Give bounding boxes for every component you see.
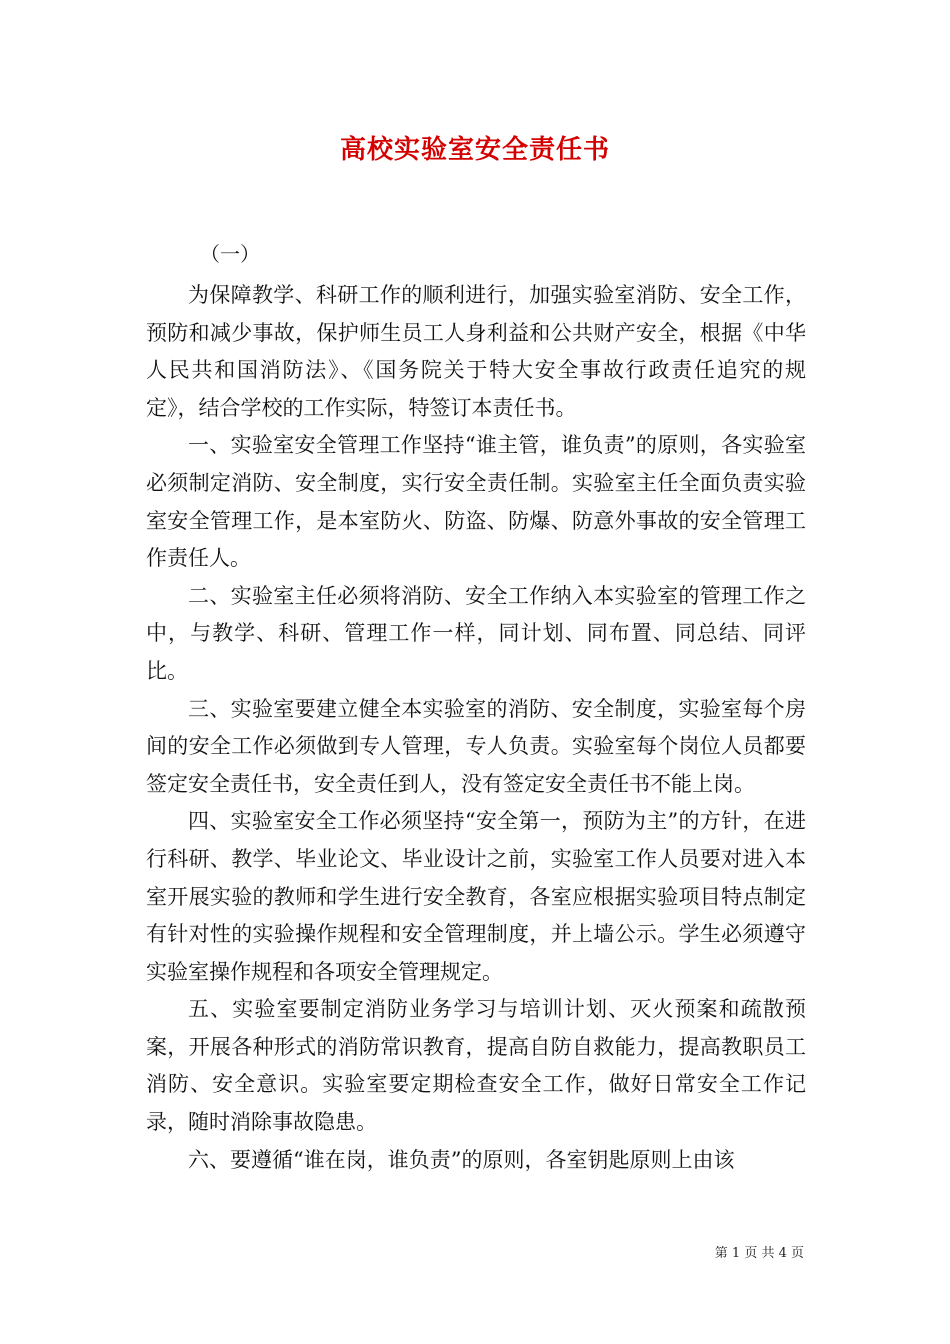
document-title: 高校实验室安全责任书 bbox=[339, 135, 610, 165]
paragraph-intro: 为保障教学、科研工作的顺利进行，加强实验室消防、安全工作，预防和减少事故，保护师生员工人身利益和公共财产安全，根据《中华人民共和国消防法》、《国务院关于特大安全事故行政责任追究的规定》，结合学校的工作实际，特签订本责任书。 bbox=[146, 283, 806, 420]
document-body bbox=[146, 277, 806, 1179]
paragraph-1: 一、实验室安全管理工作坚持“谁主管，谁负责”的原则，各实验室必须制定消防、安全制度，实行安全责任制。实验室主任全面负责实验室安全管理工作，是本室防火、防盗、防爆、防意外事故的安全管理工作责任人。 bbox=[146, 433, 806, 571]
paragraph-2: 二、实验室主任必须将消防、安全工作纳入本实验室的管理工作之中，与教学、科研、管理工作一样，同计划、同布置、同总结、同评比。 bbox=[146, 583, 806, 683]
paragraph-3: 三、实验室要建立健全本实验室的消防、安全制度，实验室每个房间的安全工作必须做到专人管理，专人负责。实验室每个岗位人员都要签定安全责任书，安全责任到人，没有签定安全责任书不能上岗。 bbox=[146, 696, 806, 796]
page-number-footer: 第 1 页 共 4 页 bbox=[714, 1246, 804, 1261]
paragraph-6: 六、要遵循“谁在岗，谁负责”的原则，各室钥匙原则上由该 bbox=[188, 1147, 735, 1172]
section-label: （一） bbox=[200, 242, 260, 266]
paragraph-5: 五、实验室要制定消防业务学习与培训计划、灭火预案和疏散预案，开展各种形式的消防常识教育，提高自防自救能力，提高教职员工消防、安全意识。实验室要定期检查安全工作，做好日常安全工作记录，随时消除事故隐患。 bbox=[146, 997, 806, 1135]
paragraph-4: 四、实验室安全工作必须坚持“安全第一，预防为主”的方针，在进行科研、教学、毕业论文、毕业设计之前，实验室工作人员要对进入本室开展实验的教师和学生进行安全教育，各室应根据实验项目特点制定有针对性的实验操作规程和安全管理制度，并上墙公示。学生必须遵守实验室操作规程和各项安全管理规定。 bbox=[146, 809, 806, 984]
